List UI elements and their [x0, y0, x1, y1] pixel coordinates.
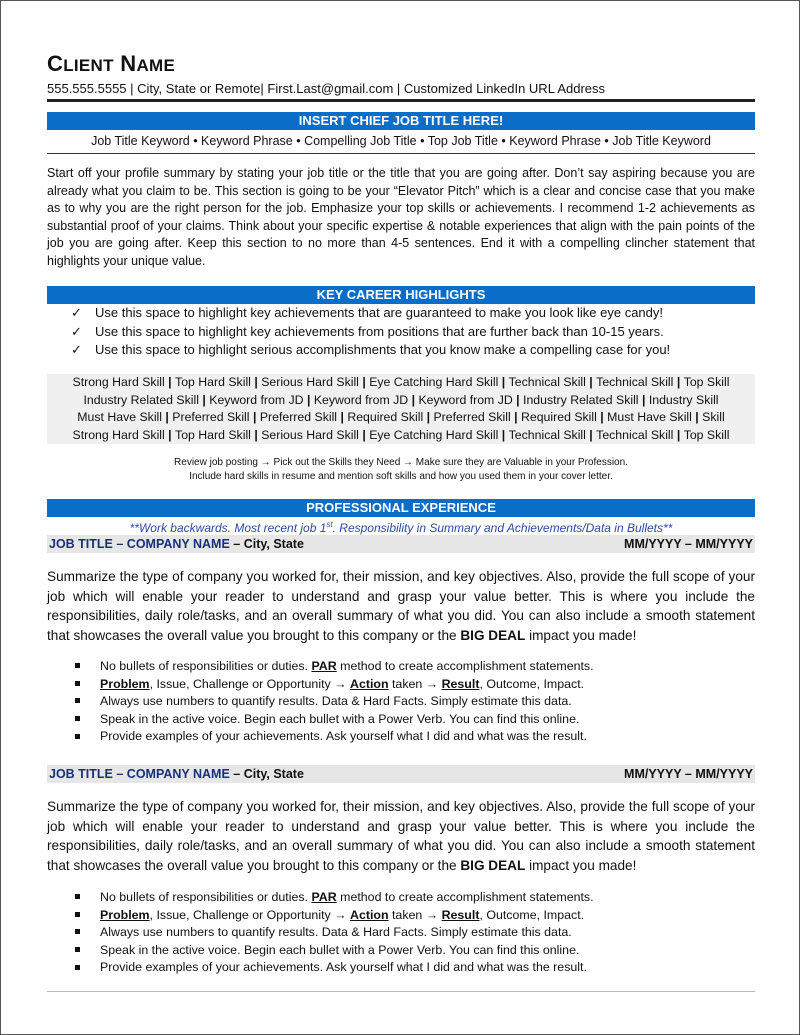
job-summary-text: impact you made! — [525, 857, 637, 873]
skill-separator: | — [585, 375, 597, 389]
job-bullet — [75, 924, 755, 942]
job-dates: MM/YYYY – MM/YYYY — [624, 767, 753, 781]
skill-separator: | — [585, 427, 597, 442]
skill-item: Required Skill — [347, 410, 424, 424]
square-bullet-icon — [75, 698, 80, 703]
chief-title-bar: INSERT CHIEF JOB TITLE HERE! — [47, 112, 755, 130]
name-initial-first: C — [47, 51, 64, 76]
square-bullet-icon — [75, 716, 80, 721]
bullet-text: method to create accomplishment statements. — [336, 890, 594, 904]
skill-separator: | — [337, 410, 348, 424]
square-bullet-icon — [75, 663, 80, 668]
skill-item: Required Skill — [521, 410, 597, 424]
bullet-text: , Outcome, Impact. — [479, 676, 585, 691]
skill-separator: | — [250, 427, 262, 442]
bullet-text: , Issue, Challenge or Opportunity → — [149, 676, 350, 691]
skill-item: Preferred Skill — [433, 410, 511, 424]
skill-item: Eye Catching Hard Skill — [369, 427, 499, 442]
bullet-bold: Problem — [100, 676, 150, 691]
job-bullet — [75, 889, 755, 907]
skill-item: Technical Skill — [508, 427, 586, 442]
skill-item: Keyword from JD — [313, 392, 409, 407]
name-rest-first: LIENT — [63, 56, 114, 75]
footer-divider — [47, 991, 755, 992]
bullet-text: Always use numbers to quantify results. Data & Hard Facts. Simply estimate this data. — [100, 925, 572, 940]
bullet-text: No bullets of responsibilities or duties. — [100, 659, 312, 673]
job-location: – City, State — [229, 767, 304, 781]
job-bullet — [75, 728, 755, 746]
job-title-text: JOB TITLE – COMPANY NAME — [49, 537, 230, 551]
skill-separator: | — [512, 392, 524, 407]
skill-item: Skill — [702, 410, 725, 424]
bullet-text: Speak in the active voice. Begin each bullet with a Power Verb. You can find this online. — [100, 942, 580, 957]
bullet-bold: Problem — [100, 907, 150, 922]
note-text: . Responsibility in Summary and Achievements/Data in Bullets** — [332, 521, 673, 535]
job-bullet — [75, 658, 755, 676]
skill-item: Preferred Skill — [172, 410, 250, 424]
name-rest-last: AME — [136, 56, 176, 75]
job-summary-text: Summarize the type of company you worked for, their mission, and key objectives. Also, provide the full scope of your job which will enable your reader to understand and grasp your value better. This is where you include the responsibilities, daily role/tasks, and an overall summary of what you did. You can also include a smooth statement that showcases the overall value you brought to this company or the — [47, 799, 755, 873]
highlight-text: Use this space to highlight key achievements from positions that are further back than 10-15 years. — [95, 323, 664, 339]
square-bullet-icon — [75, 947, 80, 952]
highlight-item — [71, 323, 755, 342]
skills-line — [47, 427, 755, 445]
skills-line — [47, 409, 755, 427]
bullet-text: taken → — [388, 907, 442, 922]
check-icon: ✓ — [71, 305, 82, 320]
keyword-divider — [47, 153, 755, 154]
bullet-bold: Result — [441, 907, 480, 922]
highlight-item — [71, 341, 755, 360]
skill-item: Technical Skill — [596, 375, 674, 389]
skill-item: Keyword from JD — [209, 392, 304, 407]
square-bullet-icon — [75, 681, 80, 686]
highlights-list — [71, 304, 755, 360]
square-bullet-icon — [75, 734, 80, 739]
job-summary-text: Summarize the type of company you worked for, their mission, and key objectives. Also, provide the full scope of your job which will enable your reader to understand and grasp your value better. This is where you include the responsibilities, daily role/tasks, and an overall summary of what you did. You can also include a smooth statement that showcases the overall value you brought to this company or the — [47, 569, 755, 643]
job-bullet — [75, 711, 755, 729]
skill-item: Strong Hard Skill — [72, 427, 165, 442]
skill-separator: | — [498, 375, 509, 389]
highlight-text: Use this space to highlight serious accomplishments that you know make a compelling case for you! — [95, 342, 671, 357]
highlight-text: Use this space to highlight key achievements that are guaranteed to make you look like eye candy! — [95, 305, 663, 320]
skill-item: Technical Skill — [508, 375, 586, 389]
profile-summary: Start off your profile summary by stating your job title or the title that you are going after. Don’t say aspiring because you are already what you claim to be. This section is going to be your “Elevator Pitch” which is a clear and concise case that you make as to why you are the right person for the job. Emphasize your top skills or achievements. I recommend 1-2 achievements as substantial proof of your claims. Think about your specific expertise & notable experiences that align with the pain points of the job you are going after. Keep this section to no more than 4-5 sentences. End it with a compelling clincher statement that highlights your unique value. — [47, 166, 755, 268]
skill-separator: | — [358, 375, 370, 389]
square-bullet-icon — [75, 894, 80, 899]
header-divider — [47, 99, 755, 102]
bullet-text: method to create accomplishment statements. — [336, 659, 594, 673]
job-bullet — [75, 907, 755, 925]
skills-line — [47, 374, 755, 392]
highlight-item — [71, 304, 755, 323]
experience-bar: PROFESSIONAL EXPERIENCE — [47, 499, 755, 517]
skill-item: Industry Skill — [648, 392, 719, 407]
name-initial-last: N — [120, 51, 137, 76]
job-bullet — [75, 676, 755, 694]
job-bullets — [75, 889, 755, 977]
check-icon: ✓ — [71, 323, 82, 339]
highlights-bar: KEY CAREER HIGHLIGHTS — [47, 286, 755, 304]
skill-item: Serious Hard Skill — [261, 427, 359, 442]
skill-item: Industry Related Skill — [83, 392, 199, 407]
skills-line — [47, 392, 755, 410]
skill-separator: | — [638, 392, 649, 407]
skill-separator: | — [691, 410, 703, 424]
skill-item: Must Have Skill — [77, 410, 163, 424]
skill-item: Top Skill — [683, 375, 730, 389]
job-dates: MM/YYYY – MM/YYYY — [624, 537, 753, 551]
skill-item: Keyword from JD — [418, 392, 513, 407]
bullet-text: Speak in the active voice. Begin each bullet with a Power Verb. You can find this online. — [100, 711, 580, 726]
job-summary-text: impact you made! — [525, 627, 637, 643]
skill-separator: | — [358, 427, 370, 442]
bullet-bold: PAR — [311, 890, 337, 904]
job-bullets — [75, 658, 755, 746]
skill-separator: | — [498, 427, 509, 442]
bullet-text: Provide examples of your achievements. Ask yourself what I did and what was the result. — [100, 729, 587, 744]
job-bullet — [75, 959, 755, 977]
skill-item: Eye Catching Hard Skill — [369, 375, 499, 389]
skill-separator: | — [303, 392, 314, 407]
skill-separator: | — [423, 410, 434, 424]
skill-item: Must Have Skill — [607, 410, 692, 424]
skill-item: Serious Hard Skill — [261, 375, 359, 389]
bullet-bold: Action — [350, 676, 389, 691]
bullet-bold: Result — [441, 676, 480, 691]
skill-separator: | — [510, 410, 521, 424]
check-icon: ✓ — [71, 342, 82, 357]
bullet-text: Provide examples of your achievements. Ask yourself what I did and what was the result. — [100, 960, 587, 975]
skill-item: Preferred Skill — [259, 410, 338, 424]
skill-separator: | — [164, 375, 176, 389]
skill-separator: | — [162, 410, 173, 424]
skill-separator: | — [198, 392, 210, 407]
skill-item: Industry Related Skill — [523, 392, 639, 407]
job-bullet — [75, 942, 755, 960]
skill-separator: | — [249, 410, 260, 424]
bullet-text: , Outcome, Impact. — [479, 907, 585, 922]
bullet-text: taken → — [388, 676, 442, 691]
bullet-bold: Action — [350, 907, 389, 922]
bullet-bold: PAR — [311, 659, 337, 673]
job-title — [49, 765, 304, 783]
job-summary — [47, 567, 755, 645]
skill-item: Top Skill — [683, 427, 730, 442]
skill-item: Strong Hard Skill — [72, 375, 165, 389]
job-summary-bold: BIG DEAL — [460, 857, 526, 873]
bullet-text: , Issue, Challenge or Opportunity → — [149, 907, 350, 922]
skill-item: Technical Skill — [596, 427, 674, 442]
experience-note — [47, 517, 755, 536]
note-sup: st — [326, 520, 333, 529]
job-bullet — [75, 693, 755, 711]
skill-item: Top Hard Skill — [175, 375, 251, 389]
skill-separator: | — [673, 375, 684, 389]
client-name — [47, 51, 175, 79]
job-title-text: JOB TITLE – COMPANY NAME — [49, 767, 230, 781]
skill-separator: | — [408, 392, 419, 407]
skill-separator: | — [164, 427, 176, 442]
job-title — [49, 535, 304, 553]
contact-line: 555.555.5555 | City, State or Remote| First.Last@gmail.com | Customized LinkedIn URL Address — [47, 81, 606, 96]
skill-separator: | — [250, 375, 262, 389]
bullet-text: Always use numbers to quantify results. Data & Hard Facts. Simply estimate this data. — [100, 694, 572, 709]
job-summary-bold: BIG DEAL — [460, 627, 526, 643]
skills-note-line: Review job posting → Pick out the Skills they Need → Make sure they are Valuable in your Profession. — [174, 457, 628, 468]
skills-note-line: Include hard skills in resume and mention soft skills and how you used them in your cover letter. — [189, 471, 613, 482]
job-header — [47, 535, 755, 553]
job-header — [47, 765, 755, 783]
skills-note — [47, 456, 755, 484]
skills-block — [47, 374, 755, 444]
job-location: – City, State — [229, 537, 304, 551]
square-bullet-icon — [75, 912, 80, 917]
skill-separator: | — [596, 410, 608, 424]
skill-separator: | — [673, 427, 684, 442]
skill-item: Top Hard Skill — [175, 427, 251, 442]
square-bullet-icon — [75, 929, 80, 934]
job-summary — [47, 797, 755, 875]
square-bullet-icon — [75, 965, 80, 970]
note-text: **Work backwards. Most recent job 1 — [129, 521, 327, 535]
bullet-text: No bullets of responsibilities or duties. — [100, 890, 312, 904]
keyword-line: Job Title Keyword • Keyword Phrase • Compelling Job Title • Top Job Title • Keyword Phrase • Job Title Keyword — [91, 134, 711, 148]
